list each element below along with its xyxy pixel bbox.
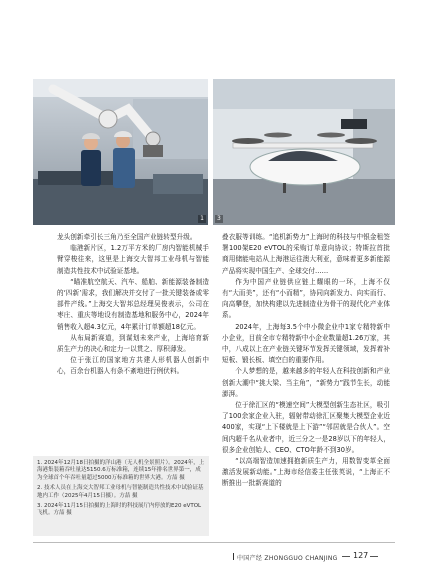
paragraph: 叠衣服等训练。“追机新势力”上海时的科技与中银金租签署100架E20 eVTOL的采购订单意向协议；特斯拉首批商用储能电站从上海港运往澳大利亚，意味着更多新能源产品将实现中国生产、全球交付…… [222,233,390,275]
paragraph: 临港新片区，1.2万平方米的厂房内智能机械手臂穿梭往来，这里是上海交大智邦工业母机与智能制造共性技术中试验证基地。 [57,244,209,275]
paragraph: 位于徐汇区的“模速空间”大模型创新生态社区，吸引了100余家企业入驻，辐射带动徐汇区聚集大模型企业近400家，实现“上下楼就是上下游”“邻居就是合伙人”。空间内超千名从业者中，近三分之一是28岁以下的年轻人，很多企业创始人、CEO、CTO年龄不到30岁。 [222,401,390,454]
right-text-column [222,232,390,490]
paragraph: 位于张江的国家地方共建人形机器人创新中心，百余台机器人有条不紊地进行例伏料。 [57,356,209,376]
paragraph: 2024年，上海每3.5个中小微企业中1家专精特新中小企业，目前全市专精特新中小企业数量超1.26万家，其中，八成以上在产业链关键环节发挥关键领域，发挥着补短板、锻长板、填空白的重要作用。 [222,322,390,365]
photo-strip [0,0,427,226]
left-text-column [57,232,209,378]
photo-caption: 1. 2024年12月18日拍摄的洋山港（无人机全景照片）。2024年，上海港集装箱吞吐量达5150.6万标准箱，连续15年排名世界第一，成为全球首个年吞吐量超过5000万标准箱的世界大港。方喆 摄 [37,460,205,481]
paragraph: 作为中国产业链供应链上耀眼的一环，上海不仅有“大而美”，还有“小而精”，协同向新发力、向实而行、向高攀登，加快构建以先进制造业为骨干的现代化产业体系。 [222,277,390,320]
photo-caption: 2. 技术人员在上海交大智邦工业母机与智能制造共性技术中试验证基地内工作（2025年4月15日摄）。方喆 摄 [37,485,204,499]
evtol-aircraft-photo [213,79,395,225]
photo-caption: 3. 2024年11月15日拍摄的上海时的科技展厅内停放的E20 eVTOL飞机。方喆 摄 [37,503,202,517]
evtol-photo-graphic [213,79,395,225]
magazine-marker [233,553,234,560]
paragraph: 龙头创新牵引长三角乃至全国产业链转型升级。 [57,233,197,241]
photo-number: 3 [217,215,221,222]
page-number: 127 [353,551,369,560]
paragraph: 个人梦想的是，越来越多的年轻人在科技创新和产业创新大潮中“挑大梁、当主角”，“新势力”践节生长，动能澎湃。 [222,367,390,398]
factory-robot-arm-photo [33,79,208,225]
factory-photo-graphic [33,79,208,225]
magazine-name: 中国产经 ZHONGGUO CHANJING [237,555,338,562]
paragraph: 从布局新赛道，到谋划未来产业，上海培育新质生产力的决心和定力一以贯之、厚积薄发。 [57,333,209,354]
page-number-dash [342,556,350,557]
page-footer [0,540,427,567]
footer-divider [33,542,395,543]
photo-captions-box [33,456,209,536]
page-number-dash [370,556,378,557]
photo-number: 1 [200,215,204,222]
paragraph: “瞄准航空航天、汽车、船舶、新能源装备制造的‘四新’需求，我们解决并交付了一批关键装备或零部件产线。”上海交大智邦总经理吴俊表示，公司在枣庄、重庆等地设有制造基地和服务中心，2024年销售收入超4.3亿元，4年累计订单额超18亿元。 [57,277,209,331]
paragraph: “以高端智造加速拥抱新质生产力，用数智变革全面激活发展新动能。”上海市经信委主任张英说，“上海正不断推出一批新赛道的 [222,457,390,488]
